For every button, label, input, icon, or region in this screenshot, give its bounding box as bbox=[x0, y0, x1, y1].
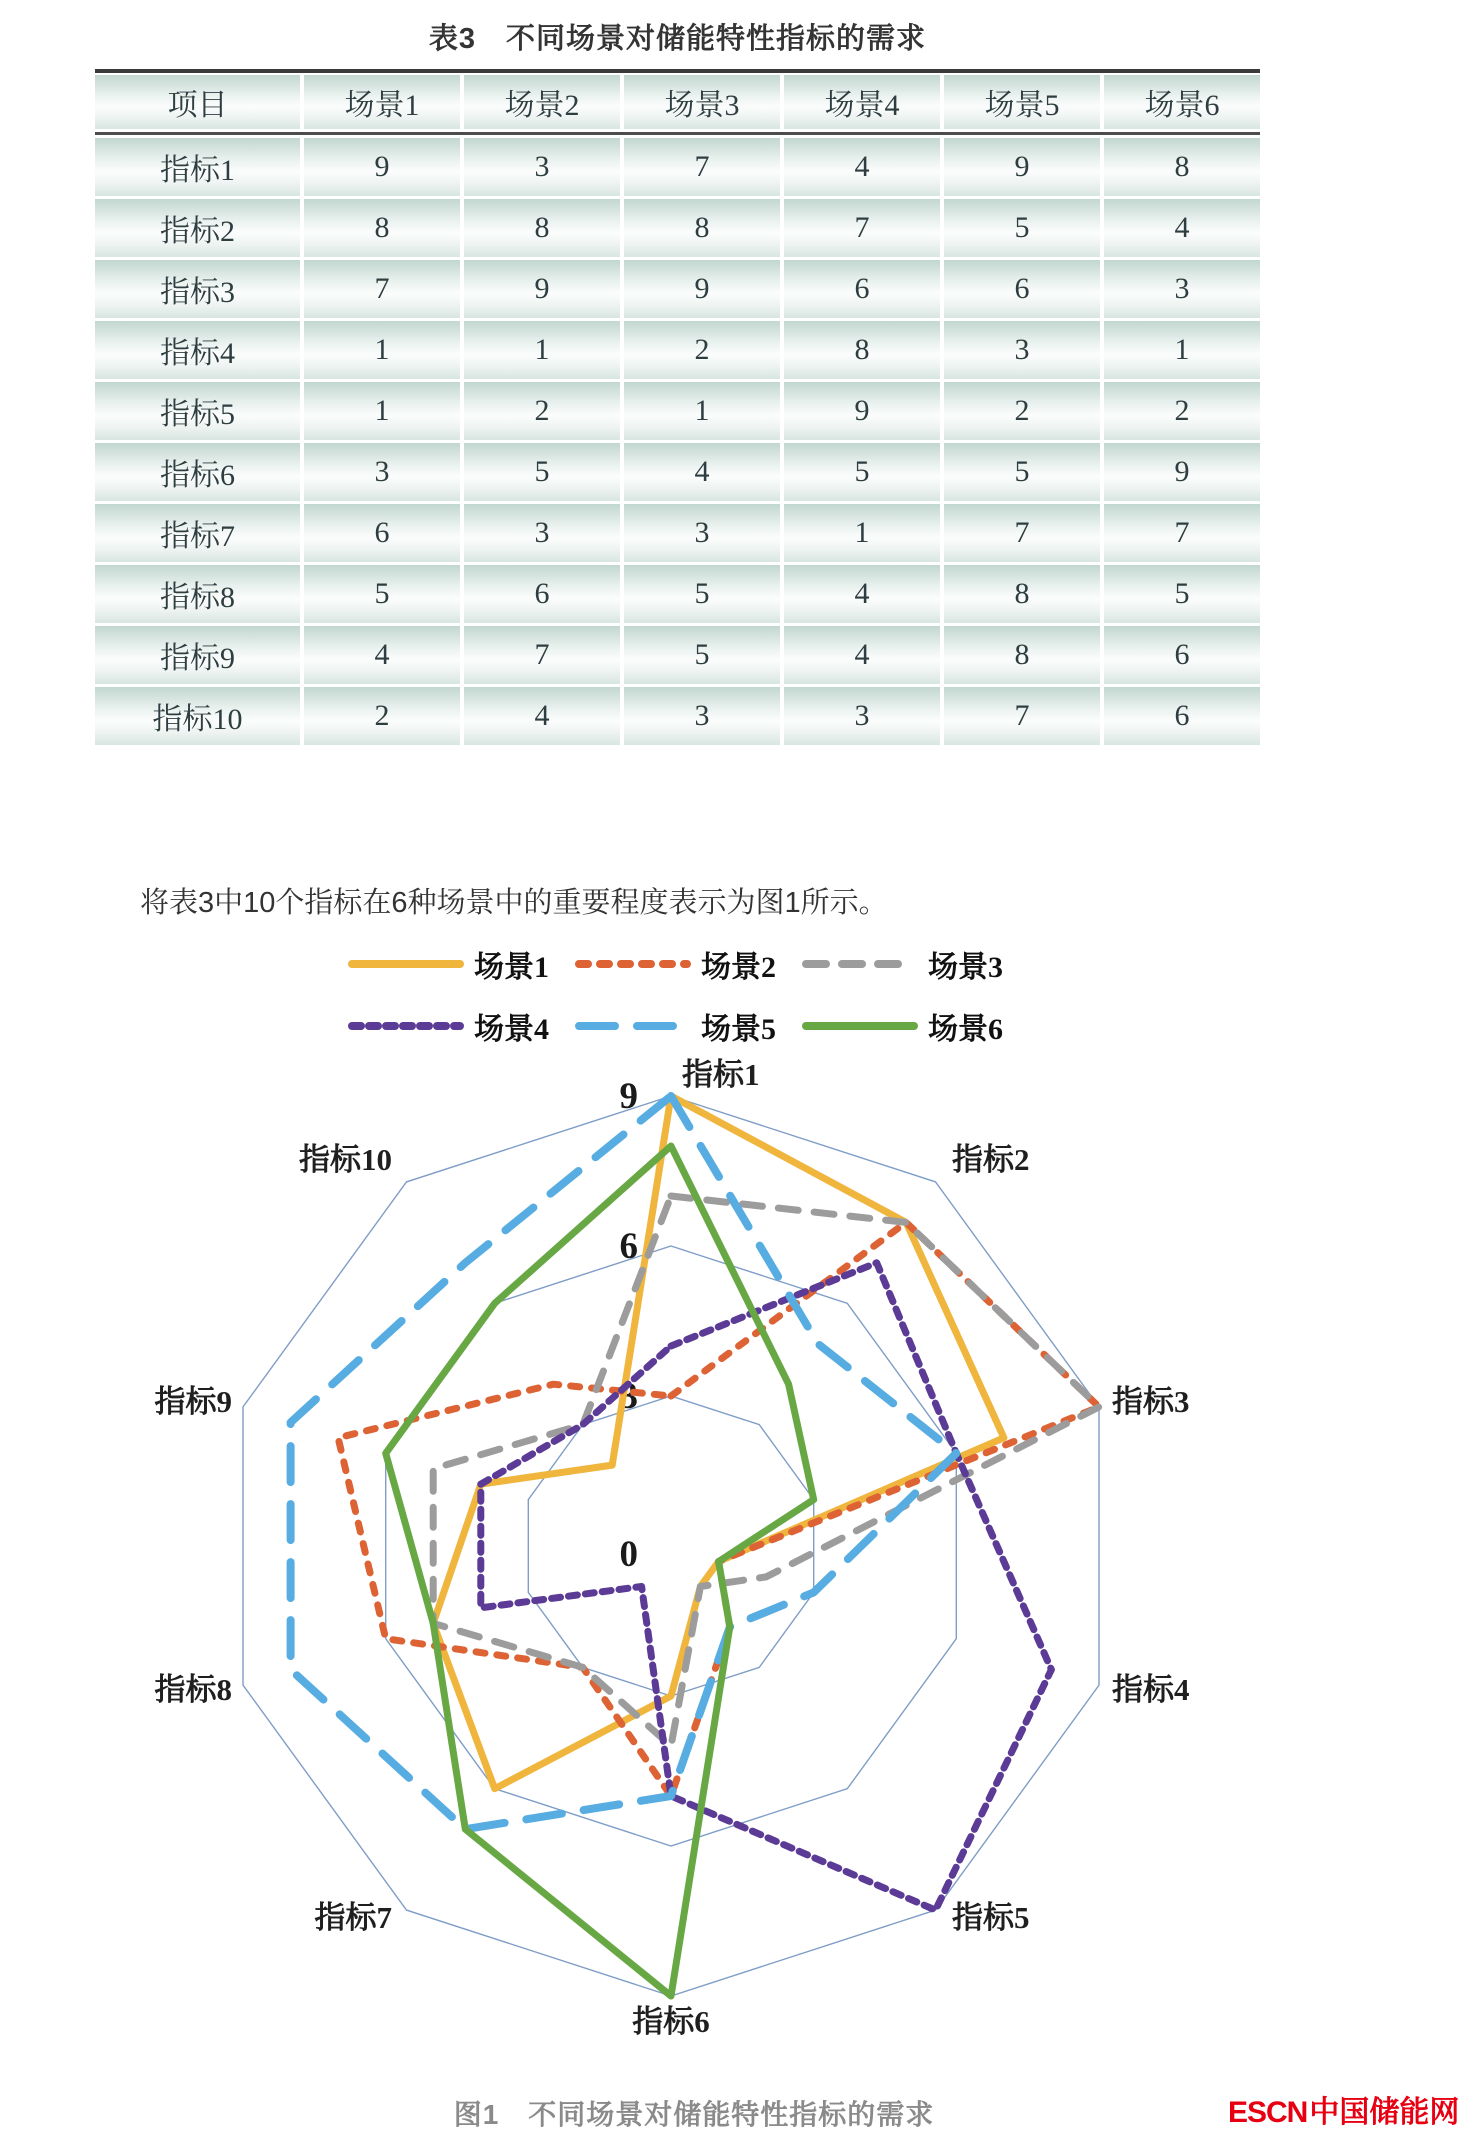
table-header-cell: 场景3 bbox=[624, 75, 780, 129]
radar-tick-label: 6 bbox=[619, 1226, 638, 1267]
table-cell: 5 bbox=[624, 626, 780, 684]
table-row bbox=[95, 504, 1260, 562]
table-row-label: 指标6 bbox=[95, 443, 300, 501]
table-row-label: 指标9 bbox=[95, 626, 300, 684]
legend-line-icon bbox=[802, 957, 918, 971]
table-cell: 8 bbox=[1104, 138, 1260, 196]
table-cell: 3 bbox=[464, 504, 620, 562]
legend-label: 场景2 bbox=[701, 951, 776, 984]
table-cell: 7 bbox=[304, 260, 460, 318]
legend-row bbox=[348, 1004, 1003, 1048]
table-header-cell: 项目 bbox=[95, 75, 300, 129]
figure-caption: 图1 不同场景对储能特性指标的需求 bbox=[453, 2099, 935, 2130]
table-cell: 9 bbox=[1104, 443, 1260, 501]
data-table bbox=[95, 69, 1260, 745]
table-cell: 2 bbox=[464, 382, 620, 440]
table-row-label: 指标5 bbox=[95, 382, 300, 440]
legend-row bbox=[348, 942, 1003, 986]
table-cell: 7 bbox=[944, 504, 1100, 562]
table-cell: 9 bbox=[304, 138, 460, 196]
table-cell: 4 bbox=[464, 687, 620, 745]
table-row bbox=[95, 382, 1260, 440]
table-cell: 1 bbox=[304, 382, 460, 440]
table-cell: 1 bbox=[464, 321, 620, 379]
table-cell: 6 bbox=[1104, 626, 1260, 684]
table-cell: 6 bbox=[944, 260, 1100, 318]
table-cell: 8 bbox=[944, 626, 1100, 684]
radar-grid-ring bbox=[528, 1396, 813, 1696]
table-cell: 8 bbox=[464, 199, 620, 257]
table-cell: 7 bbox=[944, 687, 1100, 745]
table-row bbox=[95, 626, 1260, 684]
radar-axis-label: 指标6 bbox=[632, 2004, 710, 2039]
table-title: 表3 不同场景对储能特性指标的需求 bbox=[428, 23, 927, 55]
radar-axis-label: 指标8 bbox=[154, 1672, 232, 1707]
table-header-divider bbox=[95, 132, 1260, 135]
table-row bbox=[95, 443, 1260, 501]
table-header-cell: 场景6 bbox=[1104, 75, 1260, 129]
table-cell: 3 bbox=[784, 687, 940, 745]
table-cell: 3 bbox=[944, 321, 1100, 379]
table-row bbox=[95, 687, 1260, 745]
table-cell: 9 bbox=[464, 260, 620, 318]
intro-paragraph: 将表3中10个指标在6种场景中的重要程度表示为图1所示。 bbox=[140, 887, 888, 919]
radar-axis-label: 指标4 bbox=[1112, 1672, 1190, 1707]
table-cell: 4 bbox=[304, 626, 460, 684]
table-cell: 5 bbox=[944, 443, 1100, 501]
table-header-cell: 场景4 bbox=[784, 75, 940, 129]
table-cell: 8 bbox=[944, 565, 1100, 623]
table-cell: 5 bbox=[624, 565, 780, 623]
table-row bbox=[95, 565, 1260, 623]
table-cell: 6 bbox=[304, 504, 460, 562]
radar-axis-label: 指标2 bbox=[952, 1142, 1030, 1177]
table-cell: 2 bbox=[1104, 382, 1260, 440]
logo-cn-text: 中国储能网 bbox=[1309, 2096, 1460, 2129]
table-row-label: 指标2 bbox=[95, 199, 300, 257]
table-cell: 3 bbox=[464, 138, 620, 196]
table-cell: 2 bbox=[304, 687, 460, 745]
table-row-label: 指标7 bbox=[95, 504, 300, 562]
table-header-cell: 场景1 bbox=[304, 75, 460, 129]
radar-axis-label: 指标3 bbox=[1112, 1384, 1190, 1419]
legend-item bbox=[348, 1004, 549, 1048]
legend-label: 场景1 bbox=[474, 951, 549, 984]
legend-label: 场景3 bbox=[928, 951, 1003, 984]
table-cell: 4 bbox=[624, 443, 780, 501]
table-cell: 6 bbox=[1104, 687, 1260, 745]
table-row bbox=[95, 138, 1260, 196]
legend-line-icon bbox=[348, 1019, 464, 1033]
radar-tick-label: 3 bbox=[619, 1376, 638, 1417]
table-cell: 1 bbox=[784, 504, 940, 562]
radar-axis-label: 指标9 bbox=[154, 1384, 232, 1419]
escn-logo bbox=[1228, 2087, 1459, 2131]
table-cell: 4 bbox=[1104, 199, 1260, 257]
radar-grid-ring bbox=[243, 1096, 1099, 1996]
table-cell: 5 bbox=[304, 565, 460, 623]
legend-line-icon bbox=[348, 957, 464, 971]
legend-line-icon bbox=[575, 1019, 691, 1033]
table-header-cell: 场景5 bbox=[944, 75, 1100, 129]
table-cell: 9 bbox=[944, 138, 1100, 196]
legend-item bbox=[802, 942, 1003, 986]
table-cell: 4 bbox=[784, 138, 940, 196]
chart-legend bbox=[348, 942, 1003, 1048]
table-cell: 5 bbox=[464, 443, 620, 501]
table-header-cell: 场景2 bbox=[464, 75, 620, 129]
table-row-label: 指标10 bbox=[95, 687, 300, 745]
table-cell: 7 bbox=[464, 626, 620, 684]
table-row bbox=[95, 199, 1260, 257]
table-row bbox=[95, 321, 1260, 379]
legend-line-icon bbox=[575, 957, 691, 971]
legend-item bbox=[575, 942, 776, 986]
legend-label: 场景4 bbox=[474, 1013, 549, 1046]
radar-axis-label: 指标1 bbox=[682, 1057, 760, 1092]
legend-line-icon bbox=[802, 1019, 918, 1033]
table-cell: 9 bbox=[784, 382, 940, 440]
table-row bbox=[95, 260, 1260, 318]
table-cell: 1 bbox=[1104, 321, 1260, 379]
table-cell: 7 bbox=[624, 138, 780, 196]
radar-axis-label: 指标5 bbox=[952, 1900, 1030, 1935]
table-cell: 1 bbox=[624, 382, 780, 440]
table-cell: 5 bbox=[1104, 565, 1260, 623]
table-cell: 3 bbox=[304, 443, 460, 501]
radar-axis-label: 指标10 bbox=[299, 1142, 392, 1177]
table-cell: 6 bbox=[464, 565, 620, 623]
table-cell: 5 bbox=[944, 199, 1100, 257]
legend-item bbox=[575, 1004, 776, 1048]
table-cell: 1 bbox=[304, 321, 460, 379]
table-cell: 7 bbox=[1104, 504, 1260, 562]
table-cell: 3 bbox=[624, 504, 780, 562]
table-cell: 7 bbox=[784, 199, 940, 257]
radar-chart bbox=[0, 1050, 1463, 2095]
radar-axis-label: 指标7 bbox=[314, 1900, 392, 1935]
table-cell: 3 bbox=[624, 687, 780, 745]
logo-latin-text: ESCN bbox=[1228, 2096, 1308, 2129]
legend-item bbox=[348, 942, 549, 986]
radar-tick-label: 0 bbox=[619, 1534, 638, 1575]
radar-series-line bbox=[433, 1196, 1099, 1746]
radar-tick-label: 9 bbox=[619, 1076, 638, 1117]
table-cell: 8 bbox=[624, 199, 780, 257]
table-row-label: 指标1 bbox=[95, 138, 300, 196]
table-row-label: 指标8 bbox=[95, 565, 300, 623]
legend-item bbox=[802, 1004, 1003, 1048]
table-row-label: 指标3 bbox=[95, 260, 300, 318]
table-cell: 2 bbox=[624, 321, 780, 379]
table-header-row bbox=[95, 75, 1260, 129]
table-cell: 5 bbox=[784, 443, 940, 501]
table-cell: 8 bbox=[304, 199, 460, 257]
legend-label: 场景6 bbox=[928, 1013, 1003, 1046]
table-row-label: 指标4 bbox=[95, 321, 300, 379]
table-cell: 4 bbox=[784, 565, 940, 623]
table-cell: 6 bbox=[784, 260, 940, 318]
table-cell: 8 bbox=[784, 321, 940, 379]
table-cell: 2 bbox=[944, 382, 1100, 440]
table-cell: 3 bbox=[1104, 260, 1260, 318]
table-cell: 4 bbox=[784, 626, 940, 684]
legend-label: 场景5 bbox=[701, 1013, 776, 1046]
table-cell: 9 bbox=[624, 260, 780, 318]
